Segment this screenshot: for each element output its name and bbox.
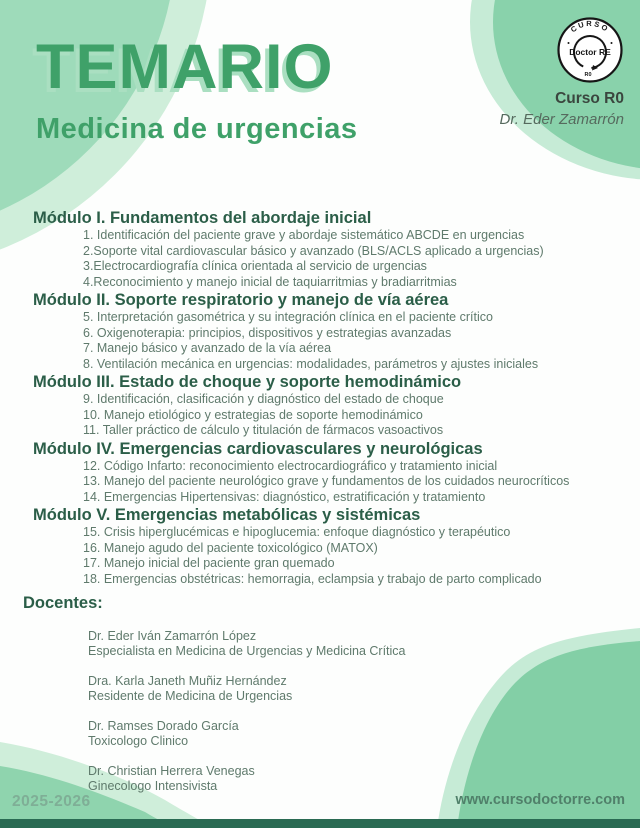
header <box>36 32 358 146</box>
module-item: 11. Taller práctico de cálculo y titulación de fármacos vasoactivos <box>83 423 444 437</box>
docente-role: Ginecologo Intensivista <box>88 778 218 793</box>
module-items <box>33 459 632 506</box>
module-item: 15. Crisis hiperglucémicas e hipoglucemia: enfoque diagnóstico y terapéutico <box>83 525 511 539</box>
docente-name: Dr. Ramses Dorado García <box>88 719 239 733</box>
module-section <box>33 372 632 439</box>
module-item: 1. Identificación del paciente grave y abordaje sistemático ABCDE en urgencias <box>83 228 525 242</box>
module-item: 6. Oxigenoterapia: principios, dispositivos y estrategias avanzadas <box>83 325 452 340</box>
module-item: 10. Manejo etiológico y estrategias de soporte hemodinámico <box>83 407 423 422</box>
module-items <box>33 228 632 290</box>
docente-entry <box>88 629 632 658</box>
footer-bar <box>0 819 640 828</box>
website-url: www.cursodoctorre.com <box>455 792 625 808</box>
docente-role: Especialista en Medicina de Urgencias y Medicina Crítica <box>88 643 406 658</box>
logo-star-icon <box>611 42 613 44</box>
module-item: 13. Manejo del paciente neurológico grave y fundamentos de los cuidados neurocríticos <box>83 474 570 488</box>
docente-entry <box>88 674 632 703</box>
syllabus <box>23 208 632 793</box>
module-item: 16. Manejo agudo del paciente toxicológico (MATOX) <box>83 540 378 555</box>
doctor-re-logo-icon <box>556 16 624 84</box>
docente-role: Residente de Medicina de Urgencias <box>88 688 293 703</box>
docente-entry <box>88 764 632 793</box>
module-item: 4.Reconocimiento y manejo inicial de taquiarritmias y bradiarritmias <box>83 274 457 289</box>
docente-name: Dra. Karla Janeth Muñiz Hernández <box>88 674 287 688</box>
module-item: 7. Manejo básico y avanzado de la vía aérea <box>83 341 332 355</box>
instructor-name: Dr. Eder Zamarrón <box>499 111 624 128</box>
brand-block <box>500 16 624 128</box>
module-section <box>33 208 632 290</box>
page-title: TEMARIO <box>36 32 334 102</box>
module-item: 12. Código Infarto: reconocimiento electrocardiográfico y tratamiento inicial <box>83 458 498 473</box>
module-items <box>33 310 632 372</box>
module-section <box>33 439 632 506</box>
module-item: 18. Emergencias obstétricas: hemorragia, eclampsia y trabajo de parto complicado <box>83 571 542 586</box>
docente-name: Dr. Christian Herrera Venegas <box>88 764 255 778</box>
module-heading: Módulo I. Fundamentos del abordaje inicial <box>33 209 372 227</box>
module-section <box>33 505 632 587</box>
module-item: 14. Emergencias Hipertensivas: diagnóstico, estratificación y tratamiento <box>83 489 486 504</box>
module-heading: Módulo V. Emergencias metabólicas y sistémicas <box>33 506 421 524</box>
module-heading: Módulo IV. Emergencias cardiovasculares y neurológicas <box>33 439 483 458</box>
docente-entry <box>88 719 632 748</box>
logo-center-text: Doctor RE <box>569 47 611 57</box>
page-subtitle: Medicina de urgencias <box>36 113 358 145</box>
logo-star-icon <box>568 42 570 44</box>
module-item: 3.Electrocardiografía clínica orientada al servicio de urgencias <box>83 259 427 273</box>
docente-role: Toxicologo Clinico <box>88 733 189 748</box>
module-items <box>33 392 632 439</box>
module-section <box>33 290 632 372</box>
module-item: 17. Manejo inicial del paciente gran quemado <box>83 556 335 570</box>
course-label: Curso R0 <box>555 90 624 107</box>
edition-years: 2025-2026 <box>12 793 91 810</box>
logo-arc-text: CURSO <box>568 18 612 35</box>
logo-bottom-text: R0 <box>584 72 592 78</box>
module-item: 5. Interpretación gasométrica y su integración clínica en el paciente crítico <box>83 310 493 324</box>
module-item: 8. Ventilación mecánica en urgencias: modalidades, parámetros y ajustes iniciales <box>83 356 539 371</box>
module-items <box>33 525 632 587</box>
module-item: 9. Identificación, clasificación y diagnóstico del estado de choque <box>83 392 444 406</box>
docente-name: Dr. Eder Iván Zamarrón López <box>88 629 257 643</box>
module-heading: Módulo II. Soporte respiratorio y manejo de vía aérea <box>33 291 449 309</box>
docentes-heading: Docentes: <box>23 594 103 612</box>
module-heading: Módulo III. Estado de choque y soporte hemodinámico <box>33 373 462 391</box>
module-item: 2.Soporte vital cardiovascular básico y avanzado (BLS/ACLS aplicado a urgencias) <box>83 243 544 258</box>
